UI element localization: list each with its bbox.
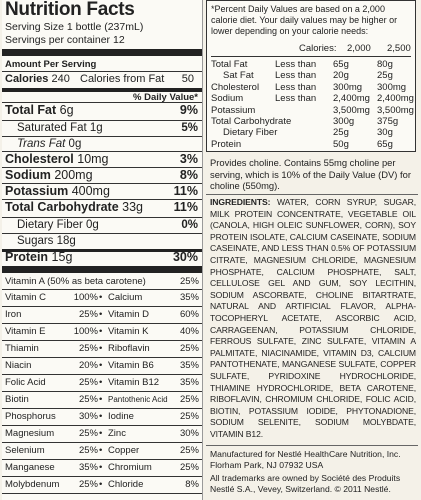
vitamin-name: Molybdenum xyxy=(5,479,60,490)
vitamin-dv: 35% xyxy=(78,462,98,473)
vitamin-name: Thiamin xyxy=(5,343,39,354)
nutrient-dv: 9% xyxy=(179,103,198,117)
nutrient-dv: 8% xyxy=(179,168,198,182)
footnote-cell: Total Carbohydrate xyxy=(211,116,292,127)
divider xyxy=(2,289,202,290)
nutrient-dv: 11% xyxy=(173,200,198,214)
nutrient-row xyxy=(5,121,198,136)
nutrient-label: Dietary Fiber xyxy=(17,219,83,231)
footnote-cell: Less than xyxy=(275,93,317,105)
footnote-cell: 25g xyxy=(377,70,393,82)
nutrient-label: Sodium xyxy=(5,168,51,182)
footnote-cell: Dietary Fiber xyxy=(223,127,278,139)
vitamin-dv: 25% xyxy=(78,428,98,439)
footnote-cell: Cholesterol xyxy=(211,81,260,93)
nutrient-dv: 0% xyxy=(181,219,198,231)
bullet: • xyxy=(99,411,103,422)
footnote-cell: Less than xyxy=(275,59,317,70)
nutrient-amount: 0g xyxy=(65,138,82,150)
nutrient-amount: 200mg xyxy=(50,168,93,182)
ingredients-text xyxy=(210,197,416,440)
right-column xyxy=(206,0,418,500)
vitamin-dv: 20% xyxy=(78,360,98,371)
nutrient-label: Total Carbohydrate xyxy=(5,200,119,214)
vitamin-dv: 25% xyxy=(179,394,199,405)
vitamin-name: Pantothenic Acid xyxy=(108,395,168,404)
footnote-cell: 20g xyxy=(333,70,349,82)
nutrient-label: Saturated Fat xyxy=(17,122,87,134)
vitamin-name: Riboflavin xyxy=(108,343,150,354)
calories-row xyxy=(5,72,198,87)
divider xyxy=(2,493,202,494)
divider xyxy=(2,442,202,443)
vitamin-dv: 25% xyxy=(179,343,199,354)
vitamin-name: Vitamin B12 xyxy=(108,377,160,388)
nutrient-label: Trans Fat xyxy=(17,138,66,150)
vitamin-name: Manganese xyxy=(5,462,55,473)
vitamin-dv: 25% xyxy=(78,445,98,456)
vitamin-dv: 60% xyxy=(179,309,199,320)
nutrient-row xyxy=(5,103,198,118)
footnote-calories-label: Calories: xyxy=(299,43,337,54)
footnote-text: *Percent Daily Values are based on a 2,000 calorie diet. Your daily values may be higher or lower depending on your calorie needs: xyxy=(211,4,398,36)
nutrient-label: Sugars xyxy=(17,235,54,247)
bullet: • xyxy=(99,462,103,473)
vitamin-dv: 25% xyxy=(179,445,199,456)
nutrient-row xyxy=(5,234,198,249)
footnote-cell: 3,500mg xyxy=(377,104,414,116)
footnote-cell: 375g xyxy=(377,116,399,127)
calories-label: Calories xyxy=(5,73,49,85)
bullet: • xyxy=(99,326,103,337)
vitamin-a-dv: 25% xyxy=(179,276,199,287)
nutrient-row xyxy=(5,250,198,265)
vitamin-dv: 25% xyxy=(78,343,98,354)
serving-size: Serving Size 1 bottle (237mL) xyxy=(5,21,144,33)
divider xyxy=(2,459,202,460)
footnote-cell: 300mg xyxy=(333,81,363,93)
vitamin-dv: 40% xyxy=(179,326,199,337)
vitamin-name: Magnesium xyxy=(5,428,55,439)
bullet: • xyxy=(99,428,103,439)
nutrient-amount: 400mg xyxy=(68,184,110,198)
bullet: • xyxy=(99,292,103,303)
vitamin-dv: 35% xyxy=(179,292,199,303)
calories-from-fat-value: 50 xyxy=(181,73,194,85)
footnote-cell: Protein xyxy=(211,138,242,150)
vitamin-dv: 100% xyxy=(73,326,98,337)
footnote-cell: Sodium xyxy=(211,93,244,105)
footnote-cell: 2,400mg xyxy=(333,93,370,105)
footnote-cell: 65g xyxy=(377,138,393,150)
bullet: • xyxy=(99,377,103,388)
nutrient-row xyxy=(5,184,198,199)
vitamin-dv: 35% xyxy=(179,377,199,388)
nutrient-dv: 3% xyxy=(179,152,198,166)
vitamin-dv: 25% xyxy=(179,462,199,473)
thick-divider xyxy=(2,49,202,56)
vitamin-name: Biotin xyxy=(5,394,29,405)
ingredients-label: INGREDIENTS: xyxy=(210,197,271,207)
vitamin-name: Selenium xyxy=(5,445,45,456)
vitamin-name: Calcium xyxy=(108,292,143,303)
bullet: • xyxy=(99,479,103,490)
divider xyxy=(2,476,202,477)
vitamin-name: Chloride xyxy=(108,479,144,490)
nutrient-label: Total Fat xyxy=(5,103,57,117)
bullet: • xyxy=(99,394,103,405)
bullet: • xyxy=(99,445,103,456)
nutrient-amount: 10mg xyxy=(73,152,109,166)
footnote-cell: 30g xyxy=(377,127,393,139)
divider xyxy=(2,408,202,409)
nutrient-dv: 30% xyxy=(172,250,198,264)
divider xyxy=(2,323,202,324)
vitamin-name: Vitamin E xyxy=(5,326,46,337)
vitamin-name: Vitamin B6 xyxy=(108,360,154,371)
divider xyxy=(2,340,202,341)
footnote-cell: Sat Fat xyxy=(223,70,254,82)
nutrient-row xyxy=(5,200,198,215)
footnote-col-2500: 2,500 xyxy=(387,43,411,54)
nutrient-dv: 11% xyxy=(173,184,198,198)
footnote-cell: 65g xyxy=(333,59,349,70)
vitamin-name: Iron xyxy=(5,309,22,320)
nutrition-facts-panel xyxy=(2,0,203,500)
nutrient-amount: 1g xyxy=(86,122,103,134)
vitamin-a-label: Vitamin A (50% as beta carotene) xyxy=(5,276,146,287)
ingredients-list: WATER, CORN SYRUP, SUGAR, MILK PROTEIN CONCENTRATE, VEGETABLE OIL (CANOLA, HIGH OLEIC SUNFLOWER, CORN), SOY PROTEIN ISOLATE, CALCIUM CASEINATE, SODIUM CASEINATE, AND LESS THAN 0.5% OF POTASSIUM CITRATE, MAGNESIUM CHLORIDE, MAGNESIUM PHOSPHATE, CALCIUM PHOSPHATE, SALT, CELLULOSE GEL AND GUM, SOY LECITHIN, SODIUM ASCORBATE, CHOLINE BITARTRATE, NATURAL AND ARTIFICIAL FLAVOR, ALPHA-TOCOPHERYL ACETATE, ASCORBIC ACID, CARRAGEENAN, POTASSIUM CHLORIDE, FERROUS SULFATE, ZINC SULFATE, VITAMIN A PALMITATE, NIACINAMIDE, VITAMIN D3, CALCIUM PANTOTHENATE, MANGANESE SULFATE, COPPER SULFATE, PYRIDOXINE HYDROCHLORIDE, THIAMINE HYDROCHLORIDE, BETA CAROTENE, RIBOFLAVIN, CHROMIUM CHLORIDE, FOLIC ACID, BIOTIN, POTASSIUM IODIDE, PHYTONADIONE, SODIUM SELENITE, SODIUM MOLYBDATE, VITAMIN B12. xyxy=(210,197,416,439)
vitamin-name: Zinc xyxy=(108,428,126,439)
vitamin-dv: 25% xyxy=(78,309,98,320)
nutrient-amount: 15g xyxy=(48,250,73,264)
footnote-cell: Less than xyxy=(275,70,317,82)
nutrient-label: Cholesterol xyxy=(5,152,74,166)
nutrient-row xyxy=(5,152,198,167)
calories-value: 240 xyxy=(51,73,70,85)
vitamin-name: Vitamin C xyxy=(5,292,47,303)
trademark-text: All trademarks are owned by Société des Produits Nestlé S.A., Vevey, Switzerland. © 2011 Nestlé. xyxy=(210,473,401,494)
divider xyxy=(206,445,418,446)
vitamin-dv: 8% xyxy=(185,479,199,490)
vitamin-dv: 25% xyxy=(179,411,199,422)
nutrient-amount: 0g xyxy=(82,219,99,231)
footnote-cell: 80g xyxy=(377,59,393,70)
nutrient-amount: 6g xyxy=(56,103,74,117)
vitamin-name: Niacin xyxy=(5,360,32,371)
vitamin-name: Vitamin D xyxy=(108,309,150,320)
footnote-cell: 3,500mg xyxy=(333,104,370,116)
nutrient-label: Potassium xyxy=(5,184,69,198)
vitamin-dv: 35% xyxy=(179,360,199,371)
divider xyxy=(2,425,202,426)
nutrient-label: Protein xyxy=(5,250,49,264)
bullet: • xyxy=(99,309,103,320)
daily-value-header: % Daily Value* xyxy=(133,92,198,103)
nutrient-amount: 18g xyxy=(53,235,76,247)
servings-per-container: Servings per container 12 xyxy=(5,34,125,46)
vitamin-name: Vitamin K xyxy=(108,326,149,337)
footnote-cell: 25g xyxy=(333,127,349,139)
footnote-col-2000: 2,000 xyxy=(347,43,371,54)
vitamin-dv: 100% xyxy=(73,292,98,303)
vitamin-name: Copper xyxy=(108,445,140,456)
footnote-divider xyxy=(211,56,411,57)
nutrient-row xyxy=(5,137,198,152)
vitamin-name: Folic Acid xyxy=(5,377,46,388)
footnote-cell: 2,400mg xyxy=(377,93,414,105)
vitamin-dv: 25% xyxy=(78,479,98,490)
footnote-cell: 50g xyxy=(333,138,349,150)
vitamin-name: Chromium xyxy=(108,462,152,473)
nutrient-amount: 33g xyxy=(118,200,144,214)
nutrient-dv: 5% xyxy=(181,122,198,134)
bullet: • xyxy=(99,360,103,371)
thick-divider xyxy=(2,266,202,273)
nutrient-row xyxy=(5,218,198,233)
divider xyxy=(206,194,418,195)
choline-statement: Provides choline. Contains 55mg choline per serving, which is 10% of the Daily Value (DV) for choline (550mg). xyxy=(210,157,411,192)
vitamin-dv: 25% xyxy=(78,377,98,388)
footnote-cell: Less than xyxy=(275,81,317,93)
nutrient-row xyxy=(5,168,198,183)
divider xyxy=(2,357,202,358)
footnote-cell: Total Fat xyxy=(211,59,248,70)
vitamin-name: Phosphorus xyxy=(5,411,56,422)
vitamin-name: Iodine xyxy=(108,411,134,422)
panel-title: Nutrition Facts xyxy=(5,0,135,20)
footnote-cell: 300mg xyxy=(377,81,407,93)
footnote-cell: Potassium xyxy=(211,104,256,116)
calories-from-fat-label: Calories from Fat xyxy=(80,73,165,85)
divider xyxy=(2,391,202,392)
vitamin-dv: 25% xyxy=(78,394,98,405)
divider xyxy=(2,306,202,307)
daily-value-footnote-box xyxy=(206,0,416,152)
amount-per-serving: Amount Per Serving xyxy=(5,59,97,70)
bullet: • xyxy=(99,343,103,354)
vitamin-dv: 30% xyxy=(179,428,199,439)
divider xyxy=(2,374,202,375)
manufacturer-text: Manufactured for Nestlé HealthCare Nutrition, Inc. Florham Park, NJ 07932 USA xyxy=(210,449,401,470)
footnote-cell: 300g xyxy=(333,116,355,127)
vitamin-dv: 30% xyxy=(78,411,98,422)
